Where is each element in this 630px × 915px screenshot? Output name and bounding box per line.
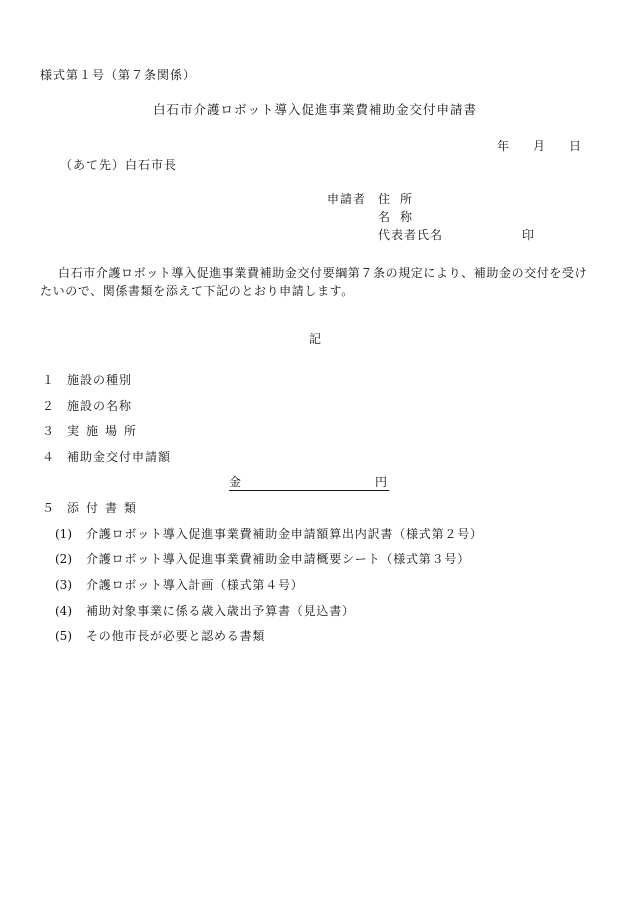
attachment-label: 補助対象事業に係る歳入歳出予算書（見込書） <box>86 604 355 618</box>
item-label: 実施場所 <box>67 424 144 438</box>
attachment-label: 介護ロボット導入促進事業費補助金申請額算出内訳書（様式第２号） <box>86 527 483 541</box>
attachment-number: (3) <box>55 578 72 592</box>
amount-field <box>229 476 389 491</box>
item-number: ５ <box>42 501 55 515</box>
attachment-item <box>55 579 304 591</box>
seal-mark: 印 <box>522 228 535 242</box>
representative-label: 代表者氏名 <box>378 228 444 242</box>
attachment-number: (4) <box>55 604 72 618</box>
attachment-number: (2) <box>55 552 72 566</box>
date-day: 日 <box>569 139 582 153</box>
item-label: 施設の名称 <box>67 399 133 413</box>
attachment-item <box>55 528 483 540</box>
date-line <box>497 140 581 152</box>
name-label: 名称 <box>378 210 423 224</box>
item-facility-name <box>42 400 132 412</box>
amount-suffix: 円 <box>374 475 387 489</box>
item-number: ２ <box>42 399 55 413</box>
item-location <box>42 425 143 437</box>
date-month: 月 <box>533 139 546 153</box>
item-label: 補助金交付申請額 <box>67 450 172 464</box>
item-attachments <box>42 502 143 514</box>
item-label: 施設の種別 <box>67 373 133 387</box>
item-number: １ <box>42 373 55 387</box>
applicant-label: 申請者 <box>327 192 367 206</box>
attachment-label: その他市長が必要と認める書類 <box>86 629 266 643</box>
attachment-item <box>55 630 265 642</box>
request-body: 白石市介護ロボット導入促進事業費補助金交付要綱第７条の規定により、補助金の交付を受けたいので、関係書類を添えて下記のとおり申請します。 <box>40 266 588 298</box>
item-requested-amount <box>42 451 171 463</box>
date-year: 年 <box>497 139 510 153</box>
amount-prefix: 金 <box>229 475 242 489</box>
attachment-item <box>55 605 355 617</box>
ki-heading: 記 <box>308 332 321 346</box>
item-facility-type <box>42 374 132 386</box>
page-title: 白石市介護ロボット導入促進事業費補助金交付申請書 <box>152 102 477 117</box>
attachment-item <box>55 553 470 565</box>
attachment-number: (1) <box>55 527 72 541</box>
attachment-number: (5) <box>55 629 72 643</box>
attachment-label: 介護ロボット導入促進事業費補助金申請概要シート（様式第３号） <box>86 552 471 566</box>
form-number: 様式第１号（第７条関係） <box>40 68 197 82</box>
attachment-label: 介護ロボット導入計画（様式第４号） <box>86 578 304 592</box>
address-label: 住所 <box>378 192 423 206</box>
item-label: 添付書類 <box>67 501 144 515</box>
item-number: ４ <box>42 450 55 464</box>
addressee: （あて先）白石市長 <box>60 158 178 172</box>
item-number: ３ <box>42 424 55 438</box>
